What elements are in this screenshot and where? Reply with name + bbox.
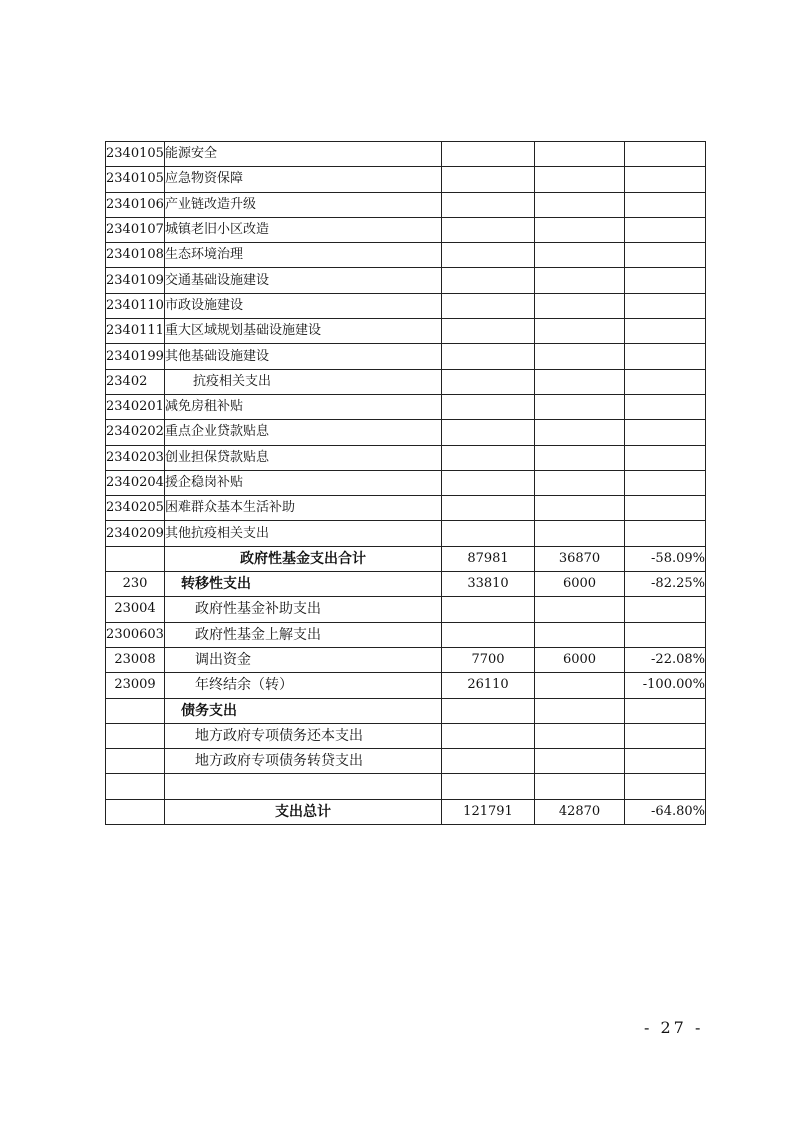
row-prev <box>442 521 535 546</box>
row-name: 减免房租补贴 <box>165 394 442 419</box>
row-prev <box>442 217 535 242</box>
table-row <box>106 521 706 546</box>
row-code: 2340204 <box>106 470 165 495</box>
row-change <box>625 521 706 546</box>
row-curr <box>535 470 625 495</box>
row-curr <box>535 344 625 369</box>
row-change <box>625 268 706 293</box>
row-curr <box>535 217 625 242</box>
table-row <box>106 192 706 217</box>
row-name: 年终结余（转） <box>165 673 442 698</box>
row-curr <box>535 723 625 748</box>
row-name: 应急物资保障 <box>165 167 442 192</box>
row-change <box>625 496 706 521</box>
table-row <box>106 243 706 268</box>
row-change: -64.80% <box>625 799 706 824</box>
row-change <box>625 192 706 217</box>
table-row <box>106 293 706 318</box>
row-change <box>625 142 706 167</box>
table-row <box>106 420 706 445</box>
row-prev <box>442 142 535 167</box>
row-curr <box>535 142 625 167</box>
row-code: 2340199 <box>106 344 165 369</box>
row-curr <box>535 319 625 344</box>
row-prev <box>442 597 535 622</box>
row-curr <box>535 192 625 217</box>
row-name: 其他基础设施建设 <box>165 344 442 369</box>
row-prev <box>442 243 535 268</box>
table-row <box>106 445 706 470</box>
row-name: 政府性基金支出合计 <box>165 546 442 571</box>
row-curr <box>535 293 625 318</box>
row-code: 2340202 <box>106 420 165 445</box>
row-code: 2300603 <box>106 622 165 647</box>
row-change: -82.25% <box>625 572 706 597</box>
row-prev <box>442 394 535 419</box>
row-prev <box>442 192 535 217</box>
row-curr <box>535 445 625 470</box>
row-name: 政府性基金补助支出 <box>165 597 442 622</box>
row-prev: 121791 <box>442 799 535 824</box>
row-code: 2340201 <box>106 394 165 419</box>
row-prev <box>442 319 535 344</box>
row-code: 23004 <box>106 597 165 622</box>
row-change: -58.09% <box>625 546 706 571</box>
row-code <box>106 723 165 748</box>
row-change <box>625 369 706 394</box>
row-change <box>625 470 706 495</box>
row-name <box>165 774 442 799</box>
row-change <box>625 597 706 622</box>
row-change <box>625 723 706 748</box>
row-name: 市政设施建设 <box>165 293 442 318</box>
row-curr: 6000 <box>535 572 625 597</box>
row-curr <box>535 167 625 192</box>
row-code <box>106 698 165 723</box>
table-row <box>106 647 706 672</box>
row-curr <box>535 698 625 723</box>
row-prev <box>442 445 535 470</box>
row-name: 其他抗疫相关支出 <box>165 521 442 546</box>
row-change: -100.00% <box>625 673 706 698</box>
table-row-category <box>106 572 706 597</box>
table-row <box>106 673 706 698</box>
row-code <box>106 774 165 799</box>
row-curr <box>535 597 625 622</box>
row-code: 2340107 <box>106 217 165 242</box>
row-curr: 6000 <box>535 647 625 672</box>
row-change <box>625 243 706 268</box>
row-code: 23008 <box>106 647 165 672</box>
row-name: 产业链改造升级 <box>165 192 442 217</box>
table-row <box>106 344 706 369</box>
row-code <box>106 749 165 774</box>
row-change <box>625 293 706 318</box>
row-prev: 87981 <box>442 546 535 571</box>
page-number: - 27 - <box>644 1018 704 1037</box>
row-curr <box>535 268 625 293</box>
table-row <box>106 496 706 521</box>
row-code: 2340106 <box>106 192 165 217</box>
table-row <box>106 369 706 394</box>
row-prev <box>442 293 535 318</box>
row-name: 交通基础设施建设 <box>165 268 442 293</box>
row-code: 2340110 <box>106 293 165 318</box>
row-change <box>625 445 706 470</box>
row-prev: 7700 <box>442 647 535 672</box>
row-code: 23009 <box>106 673 165 698</box>
row-code: 230 <box>106 572 165 597</box>
row-curr: 42870 <box>535 799 625 824</box>
row-prev <box>442 268 535 293</box>
row-change <box>625 319 706 344</box>
row-code <box>106 546 165 571</box>
row-name: 抗疫相关支出 <box>165 369 442 394</box>
row-code: 2340203 <box>106 445 165 470</box>
row-name: 债务支出 <box>165 698 442 723</box>
row-prev <box>442 369 535 394</box>
row-name: 转移性支出 <box>165 572 442 597</box>
budget-table <box>105 141 706 825</box>
row-prev <box>442 167 535 192</box>
row-name: 能源安全 <box>165 142 442 167</box>
row-name: 地方政府专项债务转贷支出 <box>165 749 442 774</box>
row-name: 困难群众基本生活补助 <box>165 496 442 521</box>
row-curr: 36870 <box>535 546 625 571</box>
table-row-grand-total <box>106 799 706 824</box>
row-prev <box>442 420 535 445</box>
row-code: 2340111 <box>106 319 165 344</box>
row-code: 2340109 <box>106 268 165 293</box>
table-row <box>106 142 706 167</box>
table-row <box>106 268 706 293</box>
row-name: 重大区域规划基础设施建设 <box>165 319 442 344</box>
row-prev: 33810 <box>442 572 535 597</box>
table-row <box>106 723 706 748</box>
row-prev <box>442 723 535 748</box>
row-change <box>625 622 706 647</box>
row-curr <box>535 673 625 698</box>
row-curr <box>535 243 625 268</box>
row-code: 23402 <box>106 369 165 394</box>
row-change: -22.08% <box>625 647 706 672</box>
row-curr <box>535 749 625 774</box>
row-prev <box>442 698 535 723</box>
row-name: 重点企业贷款贴息 <box>165 420 442 445</box>
row-change <box>625 698 706 723</box>
row-prev <box>442 496 535 521</box>
row-prev <box>442 749 535 774</box>
row-name: 援企稳岗补贴 <box>165 470 442 495</box>
row-change <box>625 420 706 445</box>
table-row <box>106 217 706 242</box>
row-name: 生态环境治理 <box>165 243 442 268</box>
table-row <box>106 749 706 774</box>
row-change <box>625 774 706 799</box>
row-code: 2340105 <box>106 142 165 167</box>
row-prev: 26110 <box>442 673 535 698</box>
row-change <box>625 217 706 242</box>
row-name: 创业担保贷款贴息 <box>165 445 442 470</box>
table-row-empty <box>106 774 706 799</box>
row-curr <box>535 369 625 394</box>
table-row <box>106 470 706 495</box>
row-code <box>106 799 165 824</box>
row-code: 2340105 <box>106 167 165 192</box>
row-curr <box>535 496 625 521</box>
row-curr <box>535 622 625 647</box>
row-name: 调出资金 <box>165 647 442 672</box>
table-row <box>106 319 706 344</box>
table-row <box>106 622 706 647</box>
table-row <box>106 167 706 192</box>
row-code: 2340209 <box>106 521 165 546</box>
row-code: 2340108 <box>106 243 165 268</box>
row-curr <box>535 521 625 546</box>
row-curr <box>535 394 625 419</box>
row-prev <box>442 344 535 369</box>
row-change <box>625 749 706 774</box>
row-name: 政府性基金上解支出 <box>165 622 442 647</box>
table-row-subtotal <box>106 546 706 571</box>
row-prev <box>442 622 535 647</box>
row-change <box>625 167 706 192</box>
row-name: 地方政府专项债务还本支出 <box>165 723 442 748</box>
row-name: 支出总计 <box>165 799 442 824</box>
row-change <box>625 394 706 419</box>
row-curr <box>535 774 625 799</box>
row-prev <box>442 774 535 799</box>
table-row <box>106 394 706 419</box>
row-prev <box>442 470 535 495</box>
row-name: 城镇老旧小区改造 <box>165 217 442 242</box>
table-row <box>106 597 706 622</box>
table-row-category <box>106 698 706 723</box>
row-curr <box>535 420 625 445</box>
row-code: 2340205 <box>106 496 165 521</box>
row-change <box>625 344 706 369</box>
